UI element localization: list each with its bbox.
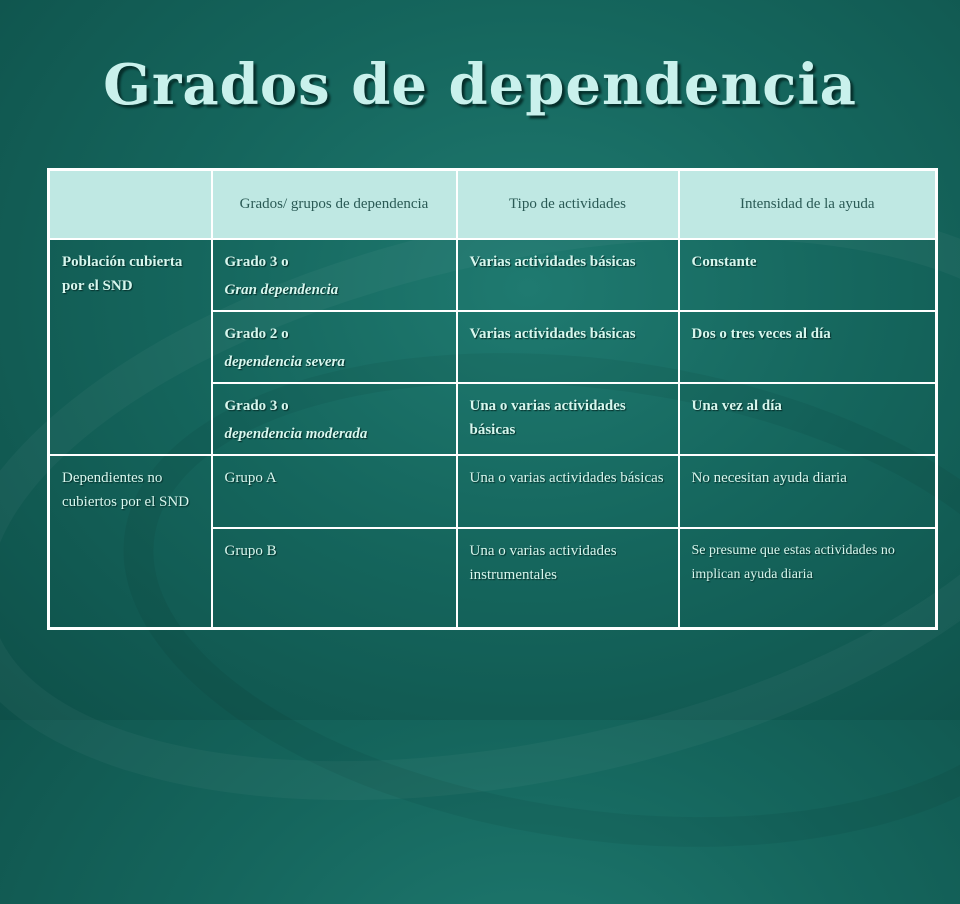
grade-line: Grado 3 o <box>224 254 289 270</box>
grade-cell: Grupo B <box>212 528 457 628</box>
grade-cell <box>212 383 457 455</box>
activities-cell: Una o varias actividades básicas <box>457 455 679 528</box>
dependency-table <box>47 168 938 630</box>
header-cell-intensity: Intensidad de la ayuda <box>679 170 937 240</box>
grade-name: dependencia severa <box>224 354 345 370</box>
grade-cell <box>212 311 457 383</box>
group-label-covered: Población cubierta por el SND <box>49 239 212 455</box>
table-row <box>49 239 937 311</box>
intensity-cell: Una vez al día <box>679 383 937 455</box>
activities-cell: Varias actividades básicas <box>457 311 679 383</box>
intensity-cell: Se presume que estas actividades no implican ayuda diaria <box>679 528 937 628</box>
intensity-cell: Dos o tres veces al día <box>679 311 937 383</box>
group-label-not-covered: Dependientes no cubiertos por el SND <box>49 455 212 628</box>
intensity-cell: Constante <box>679 239 937 311</box>
activities-cell: Una o varias actividades básicas <box>457 383 679 455</box>
header-cell-activities: Tipo de actividades <box>457 170 679 240</box>
grade-line: Grado 3 o <box>224 398 289 414</box>
activities-cell: Varias actividades básicas <box>457 239 679 311</box>
slide-title: Grados de dependencia <box>103 52 857 118</box>
header-cell-empty <box>49 170 212 240</box>
grade-name: dependencia moderada <box>224 426 368 442</box>
grade-cell: Grupo A <box>212 455 457 528</box>
table-header-row <box>49 170 937 240</box>
activities-cell: Una o varias actividades instrumentales <box>457 528 679 628</box>
header-cell-grades: Grados/ grupos de dependencia <box>212 170 457 240</box>
intensity-cell: No necesitan ayuda diaria <box>679 455 937 528</box>
table-row <box>49 455 937 528</box>
grade-name: Gran dependencia <box>224 282 339 298</box>
grade-line: Grado 2 o <box>224 326 289 342</box>
grade-cell <box>212 239 457 311</box>
